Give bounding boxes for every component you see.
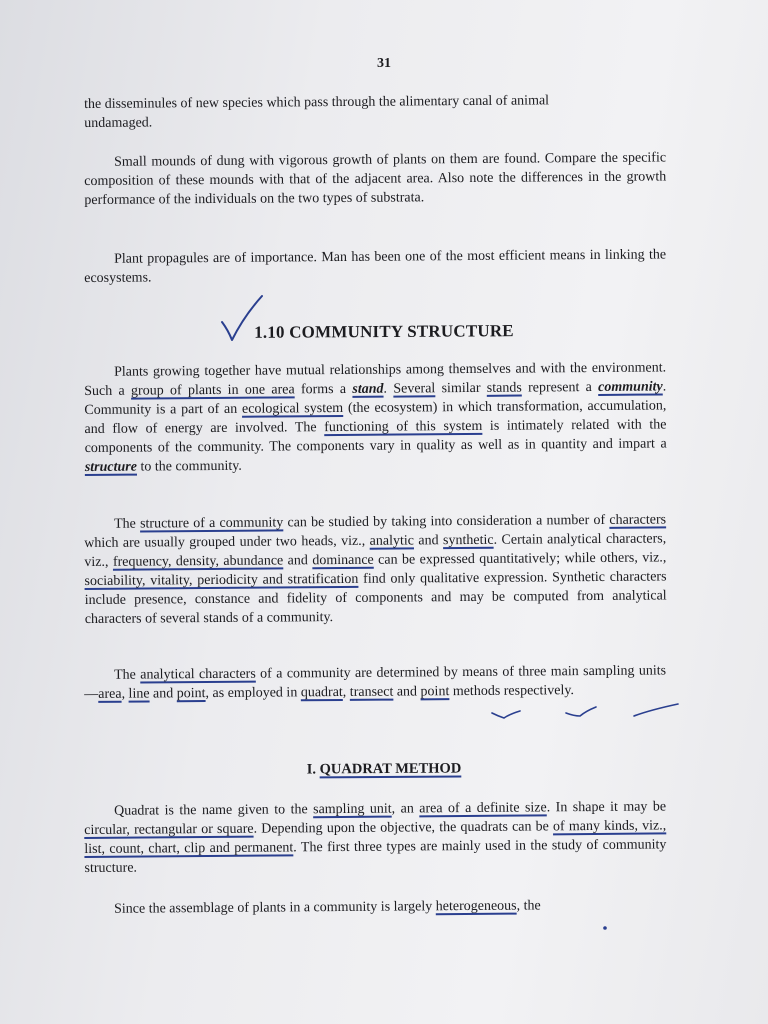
subheading: I. QUADRAT METHOD (306, 760, 462, 778)
subheading-text: QUADRAT METHOD (319, 760, 462, 778)
underlined-phrase: group of plants in one area (130, 382, 295, 399)
quadrat-paragraph: Quadrat is the name given to the sampling unit, an area of a definite size. In shape it may be circular, rectangular or square. Depending upon the objective, the quadrats can be of many kinds, viz., list, count, chart, clip and permanent. The first three types are mainly used in the study of community structure. (84, 799, 667, 876)
section-heading: 1.10 COMMUNITY STRUCTURE (254, 321, 514, 342)
last-paragraph: Since the assemblage of plants in a community is largely heterogeneous, the (114, 898, 541, 917)
intro-line-1: the disseminules of new species which pass through the alimentary canal of animal (84, 93, 550, 112)
intro-paragraph (84, 90, 666, 133)
term-structure: structure (84, 459, 138, 475)
tick-mark-point (634, 704, 678, 716)
intro-line-2: undamaged. (84, 115, 153, 131)
community-paragraph: Plants growing together have mutual relationships among themselves and with the environment. Such a group of plants in one area forms a stand. Several similar stands represent a community. Community is a part of an ecological system (the ecosystem) in which transformation, accumulation, and flow of energy are involved. The functioning of this system is intimately related with the components of the community. The components vary in quality as well as in quantity and impart a structure to the community. (84, 360, 667, 475)
propagules-paragraph (84, 245, 666, 288)
structure-paragraph: The structure of a community can be studied by taking into consideration a number of characters which are usually grouped under two heads, viz., analytic and synthetic. Certain analytical characters, viz., frequency, density, abundance and dominance can be expressed quantitatively; while others, viz., sociability, vitality, periodicity and stratification find only qualitative expression. Synthetic characters include presence, constance and fidelity of components and may be computed from analytical characters of several stands of a community. (84, 512, 667, 627)
dung-text: Small mounds of dung with vigorous growth of plants on them are found. Compare the specific composition of these mounds with that of the adjacent area. Also note the differences in the growth performance of the individuals on the two types of substrata. (84, 150, 667, 208)
dung-paragraph (84, 148, 666, 210)
tick-mark-transect (566, 707, 596, 716)
page-number: 31 (377, 56, 391, 71)
sampling-paragraph: The analytical characters of a community are determined by means of three main sampling units—area, line and point, as employed in quadrat, transect and point methods respectively. (84, 663, 667, 702)
term-stand: stand (352, 381, 384, 397)
tick-mark-quadrat (492, 711, 520, 718)
ink-dot (603, 926, 607, 930)
propagules-text: Plant propagules are of importance. Man has been one of the most efficient means in linking the ecosystems. (84, 247, 667, 286)
term-community: community (598, 379, 663, 395)
